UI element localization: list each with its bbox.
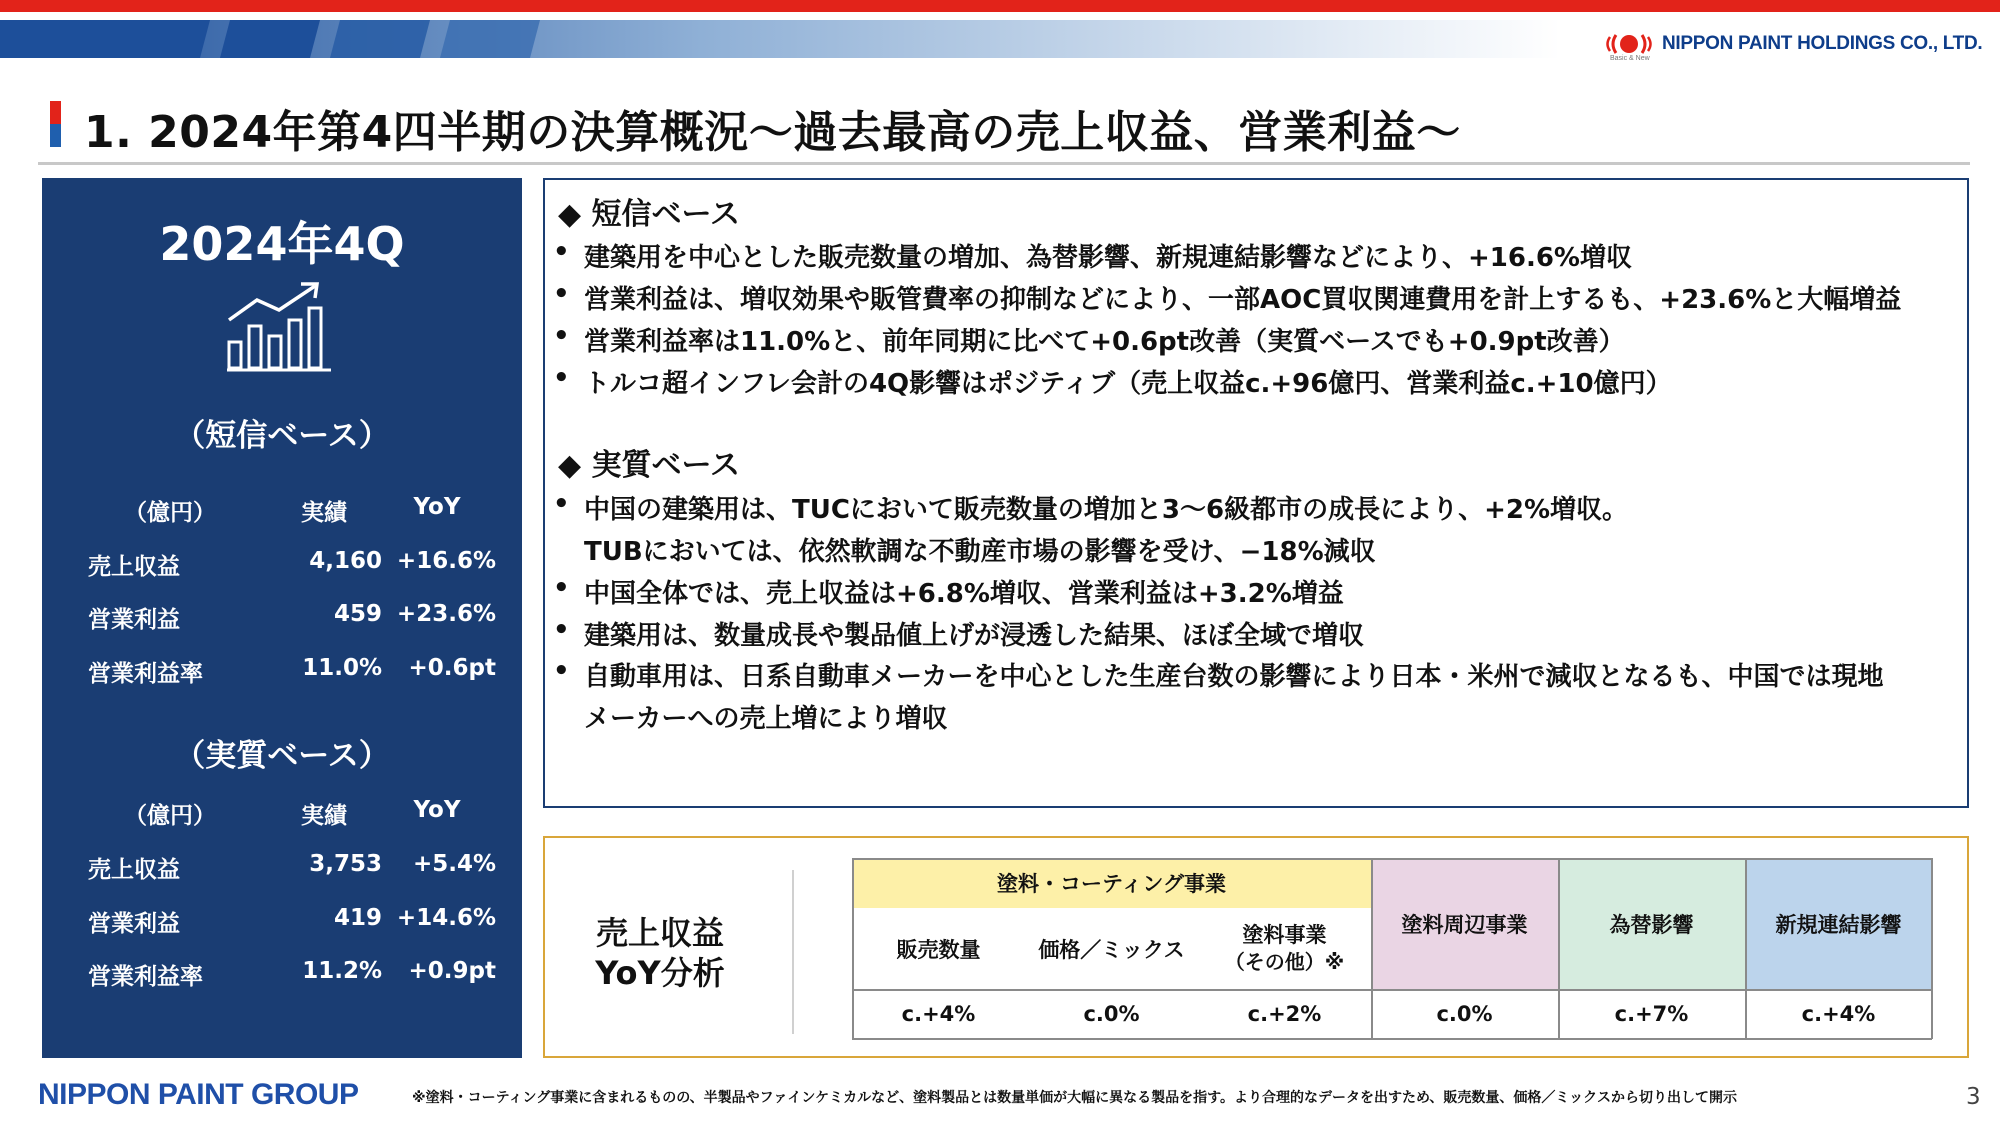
bullet-mark: • [553, 573, 570, 603]
paint-other-header-cell [1198, 908, 1371, 989]
row-label: 売上収益 [88, 857, 180, 883]
bullet-mark: • [553, 656, 570, 686]
row-yoy: +14.6% [396, 905, 496, 931]
yoy-title-line1: 売上収益 [595, 914, 724, 952]
bullet-mark: • [553, 363, 570, 393]
table-border [852, 1038, 1932, 1040]
value-cell: c.0% [1083, 1002, 1140, 1026]
bullet-text: 建築用は、数量成長や製品値上げが浸透した結果、ほぼ全域で増収 [584, 621, 1365, 651]
table-header-row [42, 797, 522, 837]
row-yoy: +23.6% [396, 601, 496, 627]
bullet-text: 営業利益率は11.0%と、前年同期に比べて+0.6pt改善（実質ベースでも+0.9pt改善） [584, 327, 1625, 357]
paint-other-line1: 塗料事業 [1242, 922, 1327, 947]
row-yoy: +16.6% [396, 548, 496, 574]
yoy-header: YoY [413, 797, 461, 823]
title-accent-bar [50, 101, 61, 147]
paint-other-line2: （その他）※ [1224, 949, 1345, 974]
table-border [852, 858, 854, 1039]
bullet-text: 自動車用は、日系自動車メーカーを中心とした生産台数の影響により日本・米州で減収となるも、中国では現地 [584, 662, 1884, 692]
table-border [1371, 858, 1373, 1039]
bullet-mark: • [553, 615, 570, 645]
logo-tagline: Basic & New [1610, 55, 1650, 62]
row-value: 459 [333, 601, 382, 627]
jisshitsu-heading: ◆ 実質ベース [558, 448, 741, 483]
group-header-cell: 塗料・コーティング事業 [852, 858, 1371, 908]
company-logo [1600, 27, 1982, 61]
volume-header-cell: 販売数量 [896, 937, 981, 962]
row-label: 営業利益率 [88, 661, 203, 687]
page-number: 3 [1966, 1084, 1981, 1110]
table-border [852, 908, 1371, 909]
panel-heading: 2024年4Q [159, 217, 405, 271]
top-blue-band [0, 20, 1560, 58]
peripheral-header-cell: 塗料周辺事業 [1371, 858, 1558, 989]
bullet-text-continued: メーカーへの売上増により増収 [584, 704, 948, 734]
row-label: 営業利益 [88, 607, 180, 633]
row-value: 4,160 [309, 548, 382, 574]
table-row [42, 655, 522, 695]
row-label: 営業利益率 [88, 964, 203, 990]
row-value: 11.0% [302, 655, 382, 681]
bullet-mark: • [553, 279, 570, 309]
company-name: NIPPON PAINT HOLDINGS CO., LTD. [1662, 33, 1983, 54]
actual-header: 実績 [301, 500, 347, 526]
table-row [42, 601, 522, 641]
unit-header: （億円） [124, 803, 216, 829]
yoy-title-line2: YoY分析 [595, 954, 725, 992]
quarter-summary-panel [42, 178, 522, 1058]
row-label: 売上収益 [88, 554, 180, 580]
title-divider [38, 162, 1970, 165]
table-border [1931, 858, 1933, 1039]
table-border [1745, 858, 1747, 1039]
row-label: 営業利益 [88, 911, 180, 937]
row-yoy: +5.4% [412, 851, 496, 877]
section-jisshitsu-label: （実質ベース） [174, 738, 390, 774]
bullet-text: 中国の建築用は、TUCにおいて販売数量の増加と3～6級都市の成長により、+2%増収。 [584, 495, 1629, 525]
yoy-divider [792, 870, 794, 1034]
row-value: 419 [333, 905, 382, 931]
unit-header: （億円） [124, 500, 216, 526]
fx-header-cell: 為替影響 [1558, 858, 1745, 989]
row-value: 11.2% [302, 958, 382, 984]
value-cell: c.+2% [1247, 1002, 1322, 1026]
bullet-mark: • [553, 237, 570, 267]
table-header-row [42, 494, 522, 534]
row-yoy: +0.6pt [408, 655, 496, 681]
page-title: 1. 2024年第4四半期の決算概況～過去最高の売上収益、営業利益～ [84, 107, 1461, 158]
value-cell: c.0% [1436, 1002, 1493, 1026]
bullet-text: 中国全体では、売上収益は+6.8%増収、営業利益は+3.2%増益 [584, 579, 1344, 609]
row-value: 3,753 [309, 851, 382, 877]
bullet-text: 建築用を中心とした販売数量の増加、為替影響、新規連結影響などにより、+16.6%増収 [584, 243, 1632, 273]
yoy-header: YoY [413, 494, 461, 520]
table-border [852, 989, 1932, 991]
new-consolidation-header-cell: 新規連結影響 [1745, 858, 1932, 989]
nippon-paint-logo-icon [1600, 31, 1658, 57]
growth-chart-icon [227, 280, 337, 372]
section-tanshin-label: （短信ベース） [174, 418, 390, 454]
value-cell: c.+4% [1801, 1002, 1876, 1026]
value-cell: c.+7% [1614, 1002, 1689, 1026]
bullet-mark: • [553, 489, 570, 519]
actual-header: 実績 [301, 803, 347, 829]
table-row [42, 851, 522, 891]
table-border [852, 858, 1932, 860]
table-row [42, 548, 522, 588]
bullet-mark: • [553, 321, 570, 351]
group-logo: NIPPON PAINT GROUP [38, 1078, 359, 1111]
bullet-text-continued: TUBにおいては、依然軟調な不動産市場の影響を受け、−18%減収 [584, 537, 1376, 567]
row-yoy: +0.9pt [408, 958, 496, 984]
yoy-title [560, 913, 760, 993]
tanshin-heading: ◆ 短信ベース [558, 197, 741, 232]
table-row [42, 905, 522, 945]
table-row [42, 958, 522, 998]
bullet-text: 営業利益は、増収効果や販管費率の抑制などにより、一部AOC買収関連費用を計上するも、+23.6%と大幅増益 [584, 285, 1902, 315]
value-cell: c.+4% [901, 1002, 976, 1026]
bullet-text: トルコ超インフレ会計の4Q影響はポジティブ（売上収益c.+96億円、営業利益c.+10億円） [584, 369, 1672, 399]
price-mix-header-cell: 価格／ミックス [1038, 937, 1185, 962]
footnote: ※塗料・コーティング事業に含まれるものの、半製品やファインケミカルなど、塗料製品とは数量単価が大幅に異なる製品を指す。より合理的なデータを出すため、販売数量、価格／ミックスから切り出して開示 [412, 1090, 1737, 1106]
top-red-bar [0, 0, 2000, 12]
table-border [1558, 858, 1560, 1039]
